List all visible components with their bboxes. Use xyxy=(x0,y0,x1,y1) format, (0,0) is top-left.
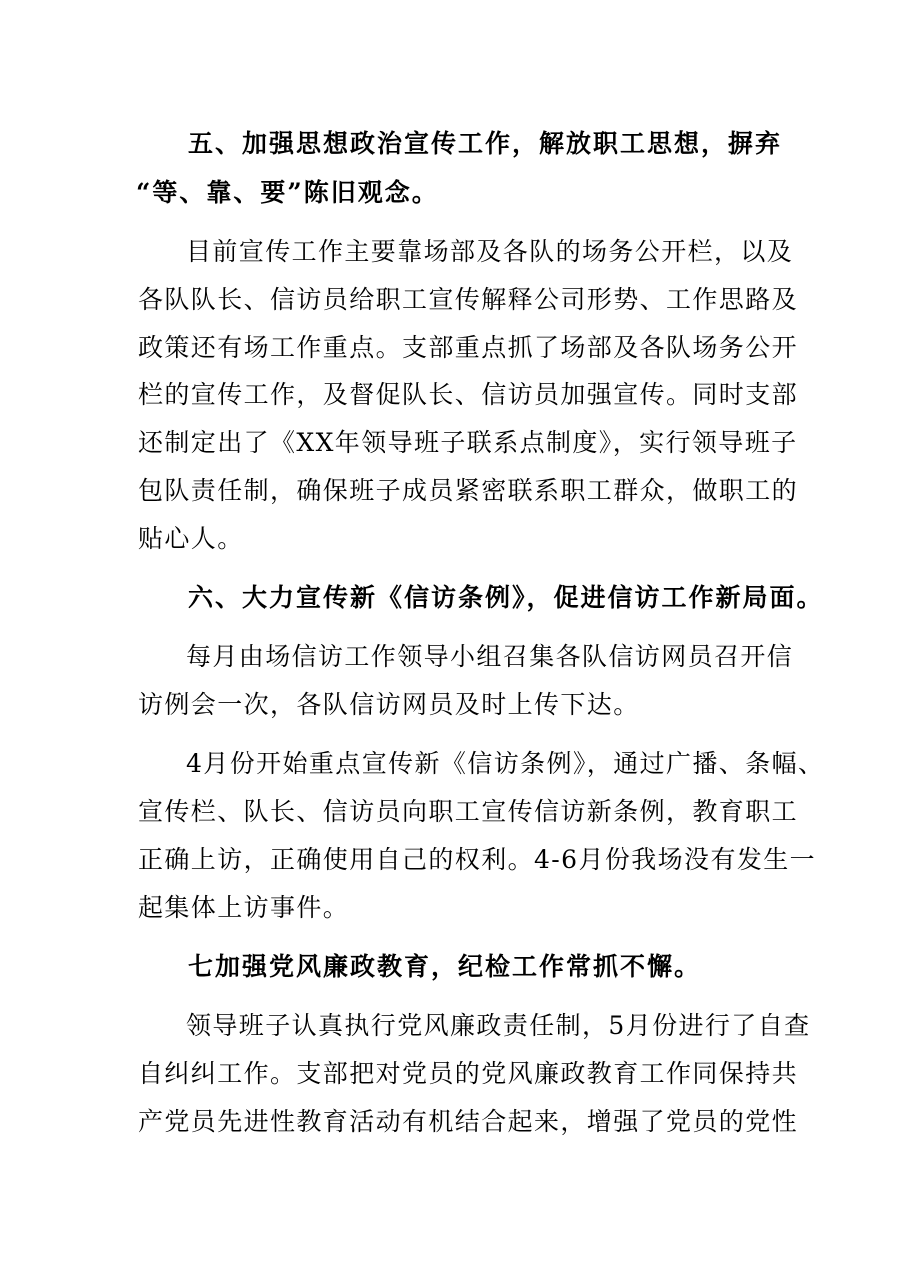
section-5-paragraph-line-5: 还制定出了《XX年领导班子联系点制度》，实行领导班子 xyxy=(138,428,798,457)
section-5-paragraph-line-1: 目前宣传工作主要靠场部及各队的场务公开栏，以及 xyxy=(186,237,794,266)
section-6-heading: 六、大力宣传新《信访条例》，促进信访工作新局面。 xyxy=(188,583,824,612)
section-6-paragraph-2-line-2: 宣传栏、队长、信访员向职工宣传信访新条例，教育职工 xyxy=(138,797,799,826)
section-7-paragraph-line-3: 产党员先进性教育活动有机结合起来，增强了党员的党性 xyxy=(138,1107,799,1136)
section-5-paragraph-line-3: 政策还有场工作重点。支部重点抓了场部及各队场务公开 xyxy=(138,333,799,362)
section-5-heading-line-1: 五、加强思想政治宣传工作，解放职工思想，摒弃 xyxy=(188,129,783,158)
section-6-paragraph-2-line-4: 起集体上访事件。 xyxy=(138,893,350,922)
section-5-paragraph-line-4: 栏的宣传工作，及督促队长、信访员加强宣传。同时支部 xyxy=(138,380,799,409)
section-5-paragraph-line-2: 各队队长、信访员给职工宣传解释公司形势、工作思路及 xyxy=(138,285,799,314)
section-5-paragraph-line-6: 包队责任制，确保班子成员紧密联系职工群众，做职工的 xyxy=(138,476,799,505)
section-6-paragraph-1-line-1: 每月由场信访工作领导小组召集各队信访网员召开信 xyxy=(186,642,794,671)
section-6-paragraph-2-line-3: 正确上访，正确使用自己的权利。4-6月份我场没有发生一 xyxy=(138,845,817,874)
section-7-heading: 七加强党风廉政教育，纪检工作常抓不懈。 xyxy=(188,952,702,981)
section-6-paragraph-1-line-2: 访例会一次，各队信访网员及时上传下达。 xyxy=(138,690,640,719)
section-5-paragraph-line-7: 贴心人。 xyxy=(138,524,244,553)
section-7-paragraph-line-2: 自纠纠工作。支部把对党员的党风廉政教育工作同保持共 xyxy=(138,1059,799,1088)
section-5-heading-line-2: “等、靠、要”陈旧观念。 xyxy=(136,178,439,207)
section-7-paragraph-line-1: 领导班子认真执行党风廉政责任制，5月份进行了自查 xyxy=(186,1011,811,1040)
section-6-paragraph-2-line-1: 4月份开始重点宣传新《信访条例》，通过广播、条幅、 xyxy=(186,749,825,778)
